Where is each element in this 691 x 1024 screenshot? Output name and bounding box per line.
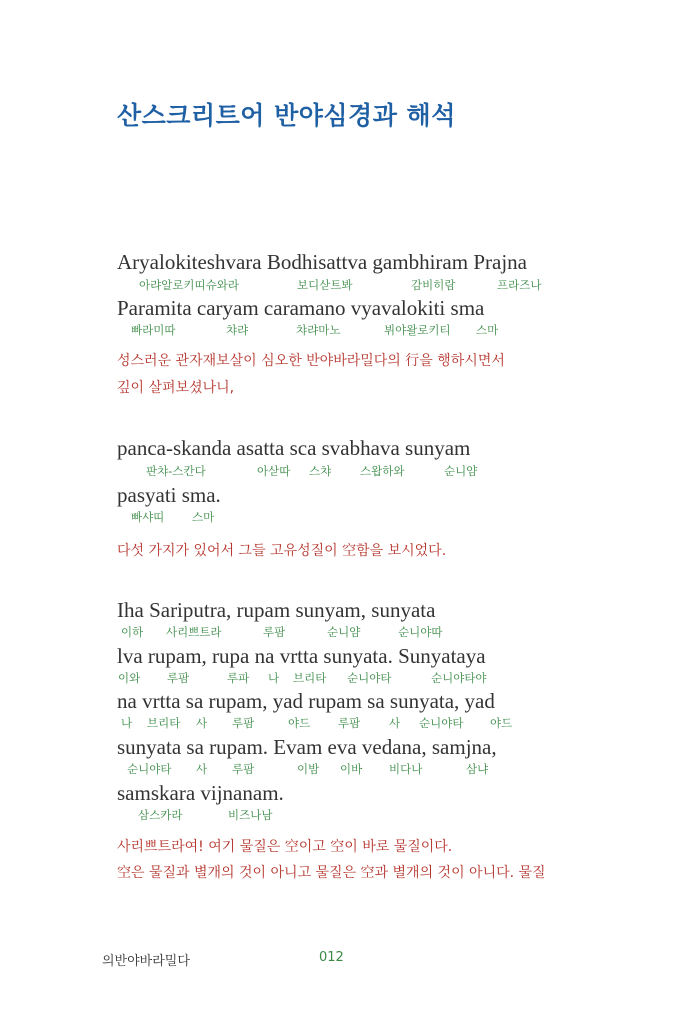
korean-gloss: 순니야타 [347,671,392,685]
sanskrit-line: Iha Sariputra, rupam sunyam, sunyata [117,598,436,622]
korean-translation: 다섯 가지가 있어서 그들 고유성질이 空함을 보시었다. [117,543,447,559]
korean-gloss: 사 [196,716,208,730]
korean-gloss: 루팜 [263,625,286,639]
korean-gloss: 비즈나남 [228,808,273,822]
korean-gloss: 순니야타 [419,716,464,730]
korean-translation: 깊이 살펴보셨나니, [117,380,235,396]
korean-gloss: 판챠-스칸다 [146,464,206,478]
korean-gloss: 스마 [192,510,215,524]
korean-gloss: 루파 [227,671,250,685]
korean-gloss: 사 [196,762,208,776]
korean-gloss: 야드 [490,716,513,730]
korean-gloss: 스챠 [309,464,332,478]
korean-gloss: 루팜 [232,716,255,730]
korean-gloss: 챠랴마노 [296,323,341,337]
korean-gloss: 보디삳트봐 [297,278,353,292]
korean-gloss: 나 [121,716,133,730]
korean-gloss: 비다나 [389,762,423,776]
korean-gloss: 이바 [340,762,363,776]
korean-translation: 성스러운 관자재보살이 심오한 반야바라밀다의 行을 행하시면서 [117,353,505,369]
page-title: 산스크리트어 반야심경과 해석 [117,101,456,130]
korean-gloss: 스왑하와 [360,464,405,478]
sanskrit-line: pasyati sma. [117,483,221,507]
korean-gloss: 아삳따 [257,464,291,478]
korean-gloss: 루팜 [167,671,190,685]
korean-gloss: 사 [389,716,401,730]
korean-translation: 사리쁘트라여! 여기 물질은 空이고 空이 바로 물질이다. [117,839,453,855]
korean-gloss: 챠랴 [226,323,249,337]
page-number: 012 [319,950,344,965]
korean-gloss: 나 [268,671,280,685]
korean-gloss: 이밤 [297,762,320,776]
sanskrit-line: panca-skanda asatta sca svabhava sunyam [117,436,471,460]
sanskrit-line: Paramita caryam caramano vyavalokiti sma [117,296,485,320]
running-footer-title: 의반야바라밀다 [102,954,190,969]
korean-gloss: 프라즈나 [497,278,542,292]
korean-gloss: 아랴알로키띠슈와라 [139,278,239,292]
korean-gloss: 루팜 [232,762,255,776]
korean-gloss: 스마 [476,323,499,337]
korean-gloss: 순니얌 [444,464,478,478]
korean-gloss: 이와 [118,671,141,685]
sanskrit-line: samskara vijnanam. [117,781,284,805]
korean-gloss: 브리타 [147,716,181,730]
korean-translation: 空은 물질과 별개의 것이 아니고 물질은 空과 별개의 것이 아니다. 물질 [117,865,546,881]
korean-gloss: 브리타 [293,671,327,685]
korean-gloss: 삼스카라 [138,808,183,822]
sanskrit-line: sunyata sa rupam. Evam eva vedana, samjna, [117,735,497,759]
korean-gloss: 뷔야왈로키티 [384,323,451,337]
korean-gloss: 삼냐 [466,762,489,776]
sanskrit-line: lva rupam, rupa na vrtta sunyata. Sunyataya [117,644,486,668]
sanskrit-line: Aryalokiteshvara Bodhisattva gambhiram Prajna [117,250,527,274]
korean-gloss: 감비히람 [411,278,456,292]
korean-gloss: 빠라미따 [131,323,176,337]
korean-gloss: 사리쁘트라 [166,625,222,639]
korean-gloss: 순니야타야 [431,671,487,685]
korean-gloss: 야드 [288,716,311,730]
korean-gloss: 순니야따 [398,625,443,639]
korean-gloss: 이하 [121,625,144,639]
korean-gloss: 빠샤띠 [131,510,165,524]
korean-gloss: 루팜 [338,716,361,730]
korean-gloss: 순니야타 [127,762,172,776]
sanskrit-line: na vrtta sa rupam, yad rupam sa sunyata, yad [117,689,495,713]
korean-gloss: 순니얌 [327,625,361,639]
